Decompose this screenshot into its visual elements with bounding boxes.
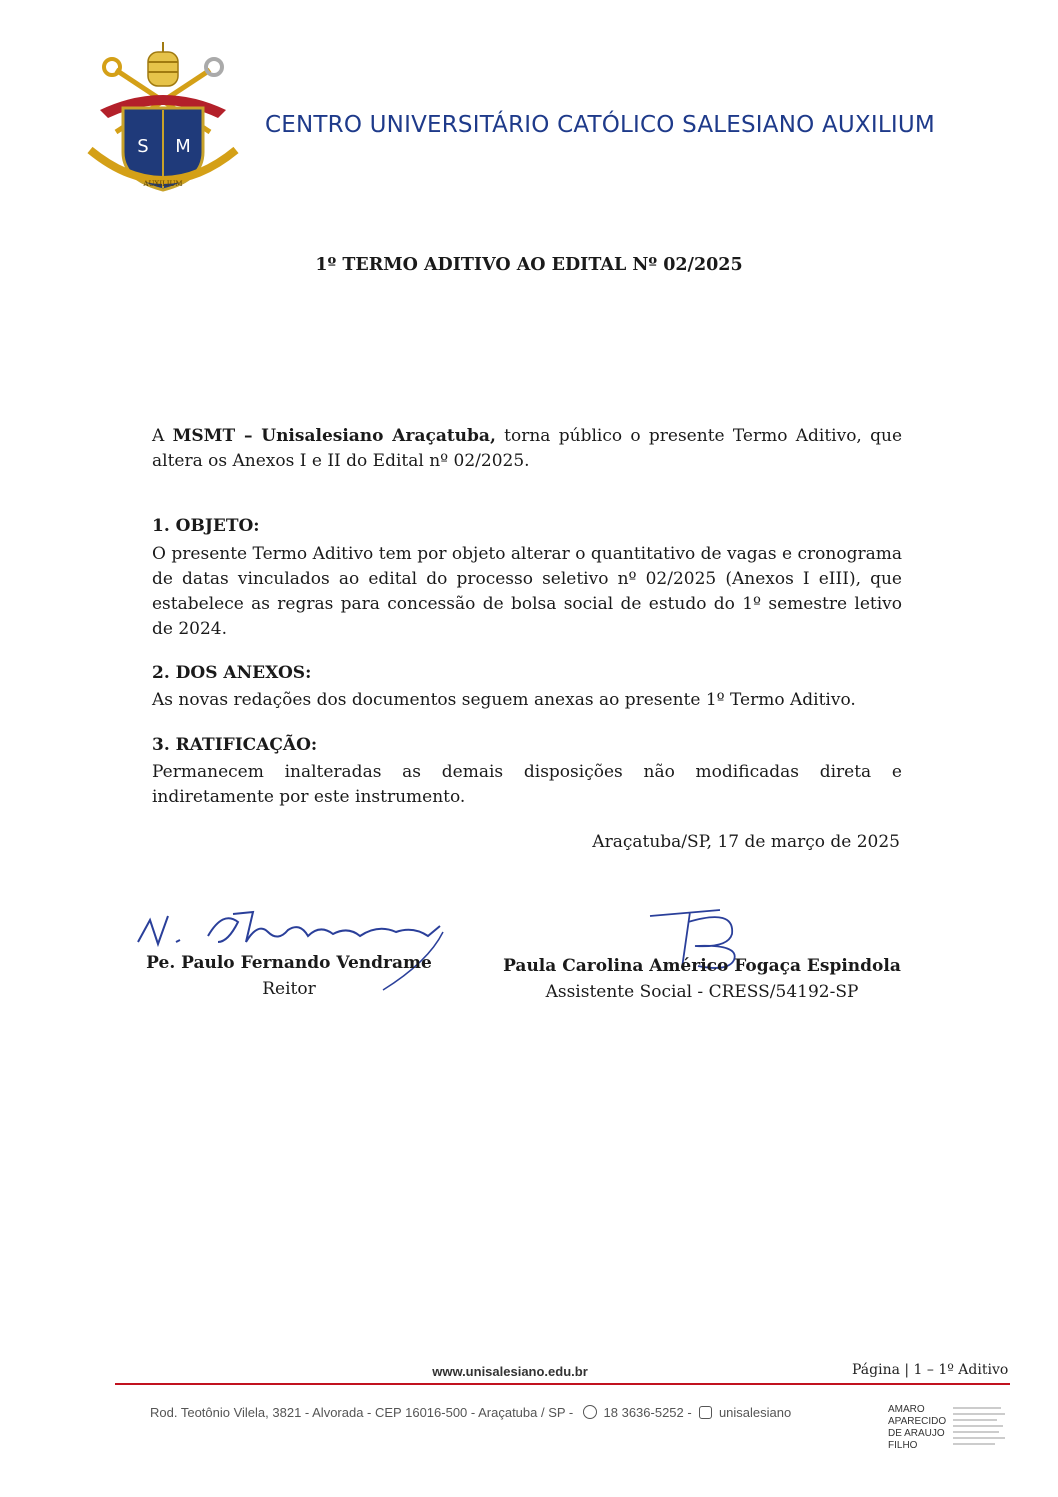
- intro-paragraph: A MSMT – Unisalesiano Araçatuba, torna público o presente Termo Aditivo, que altera os Anexos I e II do Edital nº 02/2025.: [152, 426, 903, 471]
- footer-website[interactable]: www.unisalesiano.edu.br: [432, 1364, 588, 1379]
- footer-contact: [150, 1405, 791, 1420]
- institution-name: CENTRO UNIVERSITÁRIO CATÓLICO SALESIANO AUXILIUM: [265, 112, 935, 138]
- svg-text:AUXILIUM: AUXILIUM: [143, 180, 183, 188]
- place-and-date: Araçatuba/SP, 17 de março de 2025: [592, 832, 900, 852]
- section-heading-ratificacao: 3. RATIFICAÇÃO:: [152, 735, 318, 755]
- section-heading-anexos: 2. DOS ANEXOS:: [152, 663, 312, 683]
- section-body-ratificacao: Permanecem inalteradas as demais disposições não modificadas direta e indiretamente por este instrumento.: [152, 762, 902, 807]
- signatory-role: Assistente Social - CRESS/54192-SP: [545, 982, 859, 1002]
- footer-page-label: Página | 1 – 1º Aditivo: [852, 1362, 1009, 1378]
- instagram-icon: [699, 1406, 712, 1419]
- svg-text:M: M: [175, 136, 191, 157]
- section-body-anexos: As novas redações dos documentos seguem anexas ao presente 1º Termo Aditivo.: [152, 690, 856, 710]
- signature-block-assistente-social: [496, 953, 908, 1005]
- footer-address: Rod. Teotônio Vilela, 3821 - Alvorada - CEP 16016-500 - Araçatuba / SP -: [150, 1405, 574, 1420]
- footer-social-handle[interactable]: unisalesiano: [718, 1405, 792, 1420]
- svg-text:S: S: [137, 136, 149, 157]
- whatsapp-icon: [583, 1405, 597, 1419]
- digital-stamp-fine-print: [953, 1405, 1009, 1453]
- signature-block-reitor: [144, 950, 434, 1002]
- signatory-name: Pe. Paulo Fernando Vendrame: [146, 953, 432, 973]
- document-title: 1º TERMO ADITIVO AO EDITAL Nº 02/2025: [315, 255, 743, 275]
- institution-coat-of-arms: [78, 40, 248, 200]
- signatory-role: Reitor: [262, 979, 316, 999]
- signatory-name: Paula Carolina Américo Fogaça Espindola: [503, 956, 901, 976]
- intro-entity-name: MSMT – Unisalesiano Araçatuba,: [172, 426, 496, 446]
- section-heading-objeto: 1. OBJETO:: [152, 516, 260, 536]
- section-body-objeto: O presente Termo Aditivo tem por objeto alterar o quantitativo de vagas e cronograma de datas vinculados ao edital do processo seletivo nº 02/2025 (Anexos I eIII), que estabelece as regras para concessão de bolsa social de estudo do 1º semestre letivo de 2024.: [152, 544, 902, 639]
- footer-divider: [115, 1383, 1010, 1385]
- footer-phone: 18 3636-5252 -: [603, 1405, 692, 1420]
- digital-stamp-signer: AMARO APARECIDO DE ARAUJO FILHO: [888, 1404, 947, 1451]
